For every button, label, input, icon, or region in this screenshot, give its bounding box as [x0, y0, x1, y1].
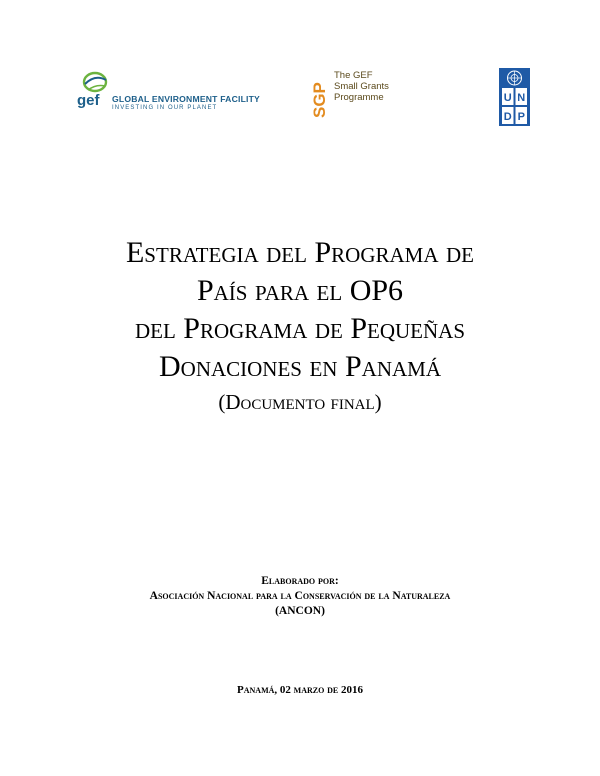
prepared-by — [0, 574, 600, 619]
svg-text:SGP: SGP — [310, 82, 329, 118]
sgp-line-1: The GEF — [334, 70, 373, 81]
prepared-by-label: Elaborado por: — [261, 575, 339, 587]
un-emblem-icon — [508, 71, 522, 85]
undp-logo — [499, 68, 530, 126]
svg-text:D: D — [503, 111, 512, 123]
title-line-2: País para el OP6 — [196, 274, 404, 307]
gef-name: GLOBAL ENVIRONMENT FACILITY — [112, 94, 260, 104]
sgp-text — [334, 70, 389, 103]
svg-text:gef: gef — [77, 92, 100, 109]
gef-text — [112, 94, 260, 112]
svg-text:U: U — [503, 92, 512, 104]
svg-text:N: N — [517, 92, 526, 104]
sgp-letters-icon — [312, 70, 328, 118]
document-title — [0, 234, 600, 416]
title-line-4: Donaciones en Panamá — [158, 350, 441, 383]
title-line-1: Estrategia del Programa de — [125, 236, 474, 269]
svg-text:P: P — [517, 111, 525, 123]
prepared-by-acronym: (ANCON) — [275, 605, 325, 617]
gef-globe-icon — [76, 70, 110, 110]
sgp-logo — [310, 68, 390, 120]
sgp-line-3: Programme — [334, 92, 384, 103]
gef-tagline: INVESTING IN OUR PLANET — [112, 105, 218, 111]
gef-logo — [76, 70, 266, 114]
document-date: Panamá, 02 marzo de 2016 — [237, 684, 363, 696]
document-subtitle: (Documento final) — [218, 390, 382, 414]
sgp-line-2: Small Grants — [334, 81, 389, 92]
title-line-3: del Programa de Pequeñas — [134, 312, 466, 345]
prepared-by-organization: Asociación Nacional para la Conservación de la Naturaleza — [149, 590, 451, 602]
logo-row — [0, 64, 600, 128]
